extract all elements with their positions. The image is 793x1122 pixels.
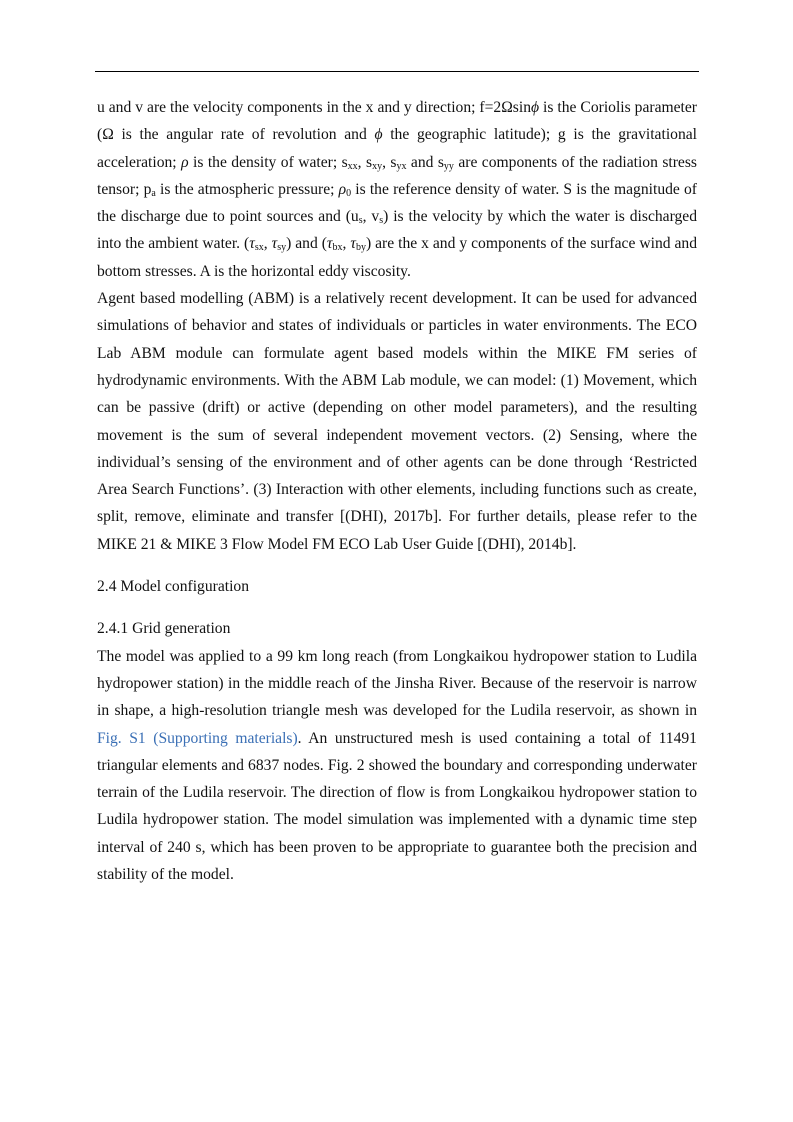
body-text [97,94,697,888]
subsection-heading-grid-generation: 2.4.1 Grid generation [97,620,231,638]
header-rule [95,71,699,72]
section-heading-model-configuration: 2.4 Model configuration [97,578,250,596]
paragraph-grid-generation: The model was applied to a 99 km long reach (from Longkaikou hydropower station to Ludila hydropower station) in the middle reach of the Jinsha River. Because of the reservoir is narrow in shape, a high-resolution triangle mesh was developed for the Ludila reservoir, as shown in Fig. S1 (Supporting materials). An unstructured mesh is used containing a total of 11491 triangular elements and 6837 nodes. Fig. 2 showed the boundary and corresponding underwater terrain of the Ludila reservoir. The direction of flow is from Longkaikou hydropower station to Ludila hydropower station. The model simulation was implemented with a dynamic time step interval of 240 s, which has been proven to be appropriate to guarantee both the precision and stability of the model. [97,647,697,884]
paragraph-variable-definitions: u and v are the velocity components in the x and y direction; f=2Ωsinϕ is the Coriolis parameter (Ω is the angular rate of revolution and ϕ the geographic latitude); g is the gravitational acceleration; ρ is the density of water; $s_{xx}$, $s_{xy}$, $s_{yx}$ and $s_{yy}$ are components of the radiation stress tensor; $p_a$ is the atmospheric pressure; $\rho_0$ is the reference density of water. S is the magnitude of the discharge due to point sources and ($u_s$, $v_s$) is the velocity by which the water is discharged into the ambient water. ($\tau_{sx}$, $\tau_{sy}$) and ($\tau_{bx}$, $\tau_{by}$) are the x and y components of the surface wind and bottom stresses. A is the horizontal eddy viscosity. [97,99,698,280]
paragraph-abm: Agent based modelling (ABM) is a relatively recent development. It can be used for advanced simulations of behavior and states of individuals or particles in water environments. The ECO Lab ABM module can formulate agent based models within the MIKE FM series of hydrodynamic environments. With the ABM Lab module, we can model: (1) Movement, which can be passive (drift) or active (depending on other model parameters), and the resulting movement is the sum of several independent movement vectors. (2) Sensing, where the individual’s sensing of the environment and of other agents can be done through ‘Restricted Area Search Functions’. (3) Interaction with other elements, including functions such as create, split, remove, eliminate and transfer [(DHI), 2017b]. For further details, please refer to the MIKE 21 & MIKE 3 Flow Model FM ECO Lab User Guide [(DHI), 2014b]. [97,290,697,553]
figure-s1-link[interactable]: Fig. S1 (Supporting materials) [97,729,298,747]
